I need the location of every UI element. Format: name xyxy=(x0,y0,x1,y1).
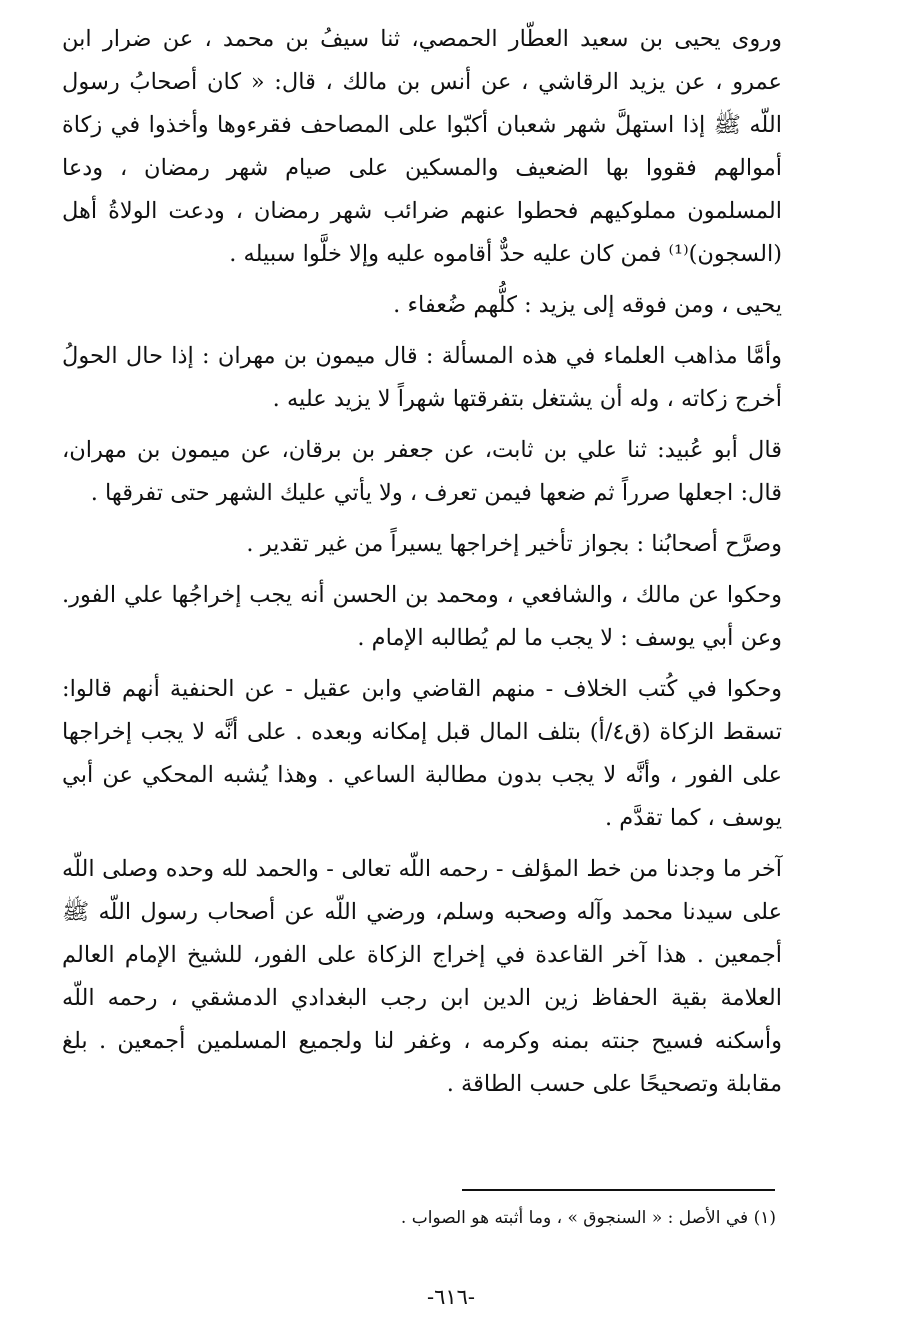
paragraph-abu-ubaid: قال أبو عُبيد: ثنا علي بن ثابت، عن جعفر بن برقان، عن ميمون بن مهران، قال: اجعلها صرراً ثم ضعها فيمن تعرف ، ولا يأتي عليك الشهر حتى تفرقها . xyxy=(62,437,782,506)
paragraph-narrators-weak: يحيى ، ومن فوقه إلى يزيد : كلُّهم ضُعفاء . xyxy=(393,292,782,318)
footnote-divider xyxy=(462,1189,775,1191)
paragraph-malik-shafii: وحكوا عن مالك ، والشافعي ، ومحمد بن الحسن أنه يجب إخراجُها علي الفور. وعن أبي يوسف : لا يجب ما لم يُطالبه الإمام . xyxy=(62,582,782,651)
page-number: -٦١٦- xyxy=(426,1285,476,1309)
page-body xyxy=(62,18,782,1106)
footnote: (١) في الأصل : « السنجوق » ، وما أثبته هو الصواب . xyxy=(400,1208,776,1228)
paragraph-books-of-dispute: وحكوا في كُتب الخلاف - منهم القاضي وابن عقيل - عن الحنفية أنهم قالوا: تسقط الزكاة (ق٤/أ) بتلف المال قبل إمكانه وبعده . على أنَّه لا يجب إخراجها على الفور ، وأنَّه لا يجب بدون مطالبة الساعي . وهذا يُشبه المحكي عن أبي يوسف ، كما تقدَّم . xyxy=(62,676,782,831)
paragraph-scholars-opinions: وأمَّا مذاهب العلماء في هذه المسألة : قال ميمون بن مهران : إذا حال الحولُ أخرج زكاته ، وله أن يشتغل بتفرقتها شهراً لا يزيد عليه . xyxy=(62,343,782,412)
paragraph-colophon: آخر ما وجدنا من خط المؤلف - رحمه اللّه تعالى - والحمد لله وحده وصلى اللّه على سيدنا محمد وآله وصحبه وسلم، ورضي اللّه عن أصحاب رسول اللّه ﷺ أجمعين . هذا آخر القاعدة في إخراج الزكاة على الفور، للشيخ الإمام العالم العلامة بقية الحفاظ زين الدين ابن رجب البغدادي الدمشقي ، رحمه اللّه وأسكنه فسيح جنته بمنه وكرمه ، وغفر لنا ولجميع المسلمين أجمعين . بلغ مقابلة وتصحيحًا على حسب الطاقة . xyxy=(62,856,782,1097)
paragraph-companions-stated: وصرَّح أصحابُنا : بجواز تأخير إخراجها يسيراً من غير تقدير . xyxy=(246,531,782,557)
paragraph-hadith-narration: وروى يحيى بن سعيد العطّار الحمصي، ثنا سيفُ بن محمد ، عن ضرار ابن عمرو ، عن يزيد الرقاشي ، عن أنس بن مالك ، قال: « كان أصحابُ رسول اللّه ﷺ إذا استهلَّ شهر شعبان أكبّوا على المصاحف فقرءوها وأخذوا في زكاة أموالهم فقووا بها الضعيف والمسكين على صيام شهر رمضان ، ودعا المسلمون مملوكيهم فحطوا عنهم ضرائب شهر رمضان ، ودعت الولاةُ أهل (السجون)⁽¹⁾ فمن كان عليه حدٌّ أقاموه عليه وإلا خلَّوا سبيله . xyxy=(62,26,782,267)
